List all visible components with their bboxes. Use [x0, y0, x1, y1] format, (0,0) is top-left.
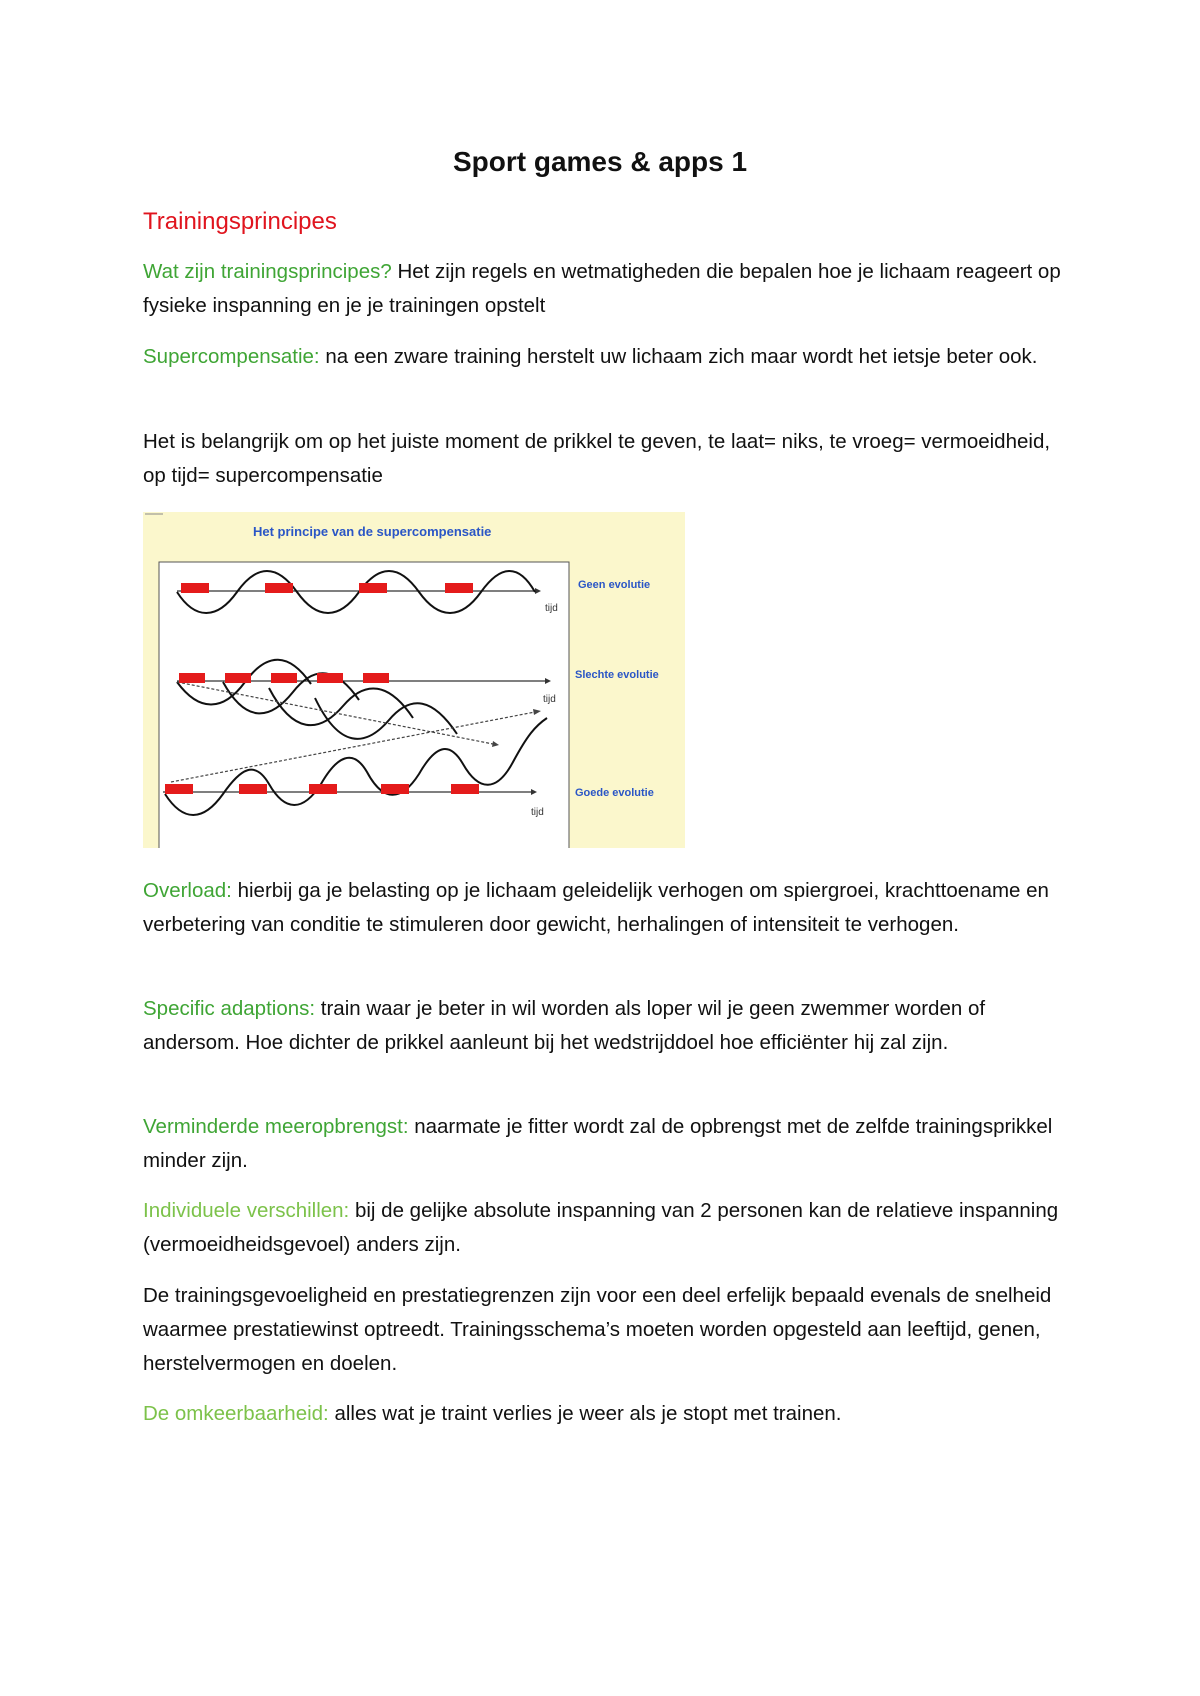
axis-label: tijd — [545, 603, 558, 614]
paragraph-individuele-verschillen — [143, 1194, 1073, 1262]
row-label-goede-evolutie: Goede evolutie — [575, 787, 654, 799]
paragraph-text: Het is belangrijk om op het juiste moment de prikkel te geven, te laat= niks, te vroeg= vermoeidheid, op tijd= supercompensatie — [143, 430, 1051, 487]
training-block — [181, 583, 209, 593]
training-block — [451, 784, 479, 794]
document-title: Sport games & apps 1 — [452, 146, 748, 177]
paragraph-overload — [143, 874, 1073, 942]
training-block — [363, 673, 389, 683]
paragraph-erfelijk — [143, 1279, 1073, 1381]
paragraph-text: bij de gelijke absolute inspanning van 2 personen kan de relatieve inspanning (vermoeidheidsgevoel) anders zijn. — [143, 1199, 1059, 1256]
paragraph-specific-adaptions — [143, 992, 1073, 1060]
term: Wat zijn trainingsprincipes? — [143, 260, 392, 283]
row-label-slechte-evolutie: Slechte evolutie — [575, 669, 659, 681]
term: Overload: — [143, 879, 232, 902]
term: Supercompensatie: — [143, 345, 320, 368]
paragraph-omkeerbaarheid — [143, 1397, 1073, 1431]
term: Specific adaptions: — [143, 997, 316, 1020]
paragraph-text: De trainingsgevoeligheid en prestatiegrenzen zijn voor een deel erfelijk bepaald evenals de snelheid waarmee prestatiewinst optreedt. Trainingsschema’s moeten worden opgesteld aan leeftijd, genen, herstelvermogen en doelen. — [143, 1284, 1052, 1375]
training-block — [317, 673, 343, 683]
term: Individuele verschillen: — [143, 1199, 350, 1222]
paragraph-verminderde-meeropbrengst — [143, 1110, 1073, 1178]
axis-label: tijd — [543, 694, 556, 705]
paragraph-text: train waar je beter in wil worden als loper wil je geen zwemmer worden of andersom. Hoe dichter de prikkel aanleunt bij het wedstrijddoel hoe efficiënter hij zal zijn. — [143, 997, 986, 1054]
paragraph-trainingsprincipes — [143, 255, 1073, 323]
paragraph-text: naarmate je fitter wordt zal de opbrengst met de zelfde trainingsprikkel minder zijn. — [143, 1115, 1053, 1172]
term: De omkeerbaarheid: — [143, 1402, 329, 1425]
training-block — [225, 673, 251, 683]
paragraph-moment — [143, 425, 1073, 493]
section-heading: Trainingsprincipes — [143, 208, 337, 235]
training-block — [271, 673, 297, 683]
paragraph-text: Het zijn regels en wetmatigheden die bepalen hoe je lichaam reageert op fysieke inspanning en je je trainingen opstelt — [143, 260, 1061, 317]
training-block — [445, 583, 473, 593]
axis-label: tijd — [531, 807, 544, 818]
training-block — [359, 583, 387, 593]
training-block — [309, 784, 337, 794]
term: Verminderde meeropbrengst: — [143, 1115, 409, 1138]
training-block — [165, 784, 193, 794]
figure-panel — [159, 562, 569, 848]
supercompensation-figure — [143, 512, 685, 848]
figure-title: Het principe van de supercompensatie — [253, 524, 492, 539]
row-label-geen-evolutie: Geen evolutie — [578, 579, 651, 591]
training-block — [179, 673, 205, 683]
training-block — [265, 583, 293, 593]
paragraph-text: hierbij ga je belasting op je lichaam geleidelijk verhogen om spiergroei, krachttoename en verbetering van conditie te stimuleren door gewicht, herhalingen of intensiteit te verhogen. — [143, 879, 1049, 936]
training-block — [381, 784, 409, 794]
paragraph-supercompensatie — [143, 340, 1073, 374]
training-block — [239, 784, 267, 794]
paragraph-text: alles wat je traint verlies je weer als je stopt met trainen. — [328, 1402, 842, 1425]
paragraph-text: na een zware training herstelt uw lichaam zich maar wordt het ietsje beter ook. — [319, 345, 1038, 368]
